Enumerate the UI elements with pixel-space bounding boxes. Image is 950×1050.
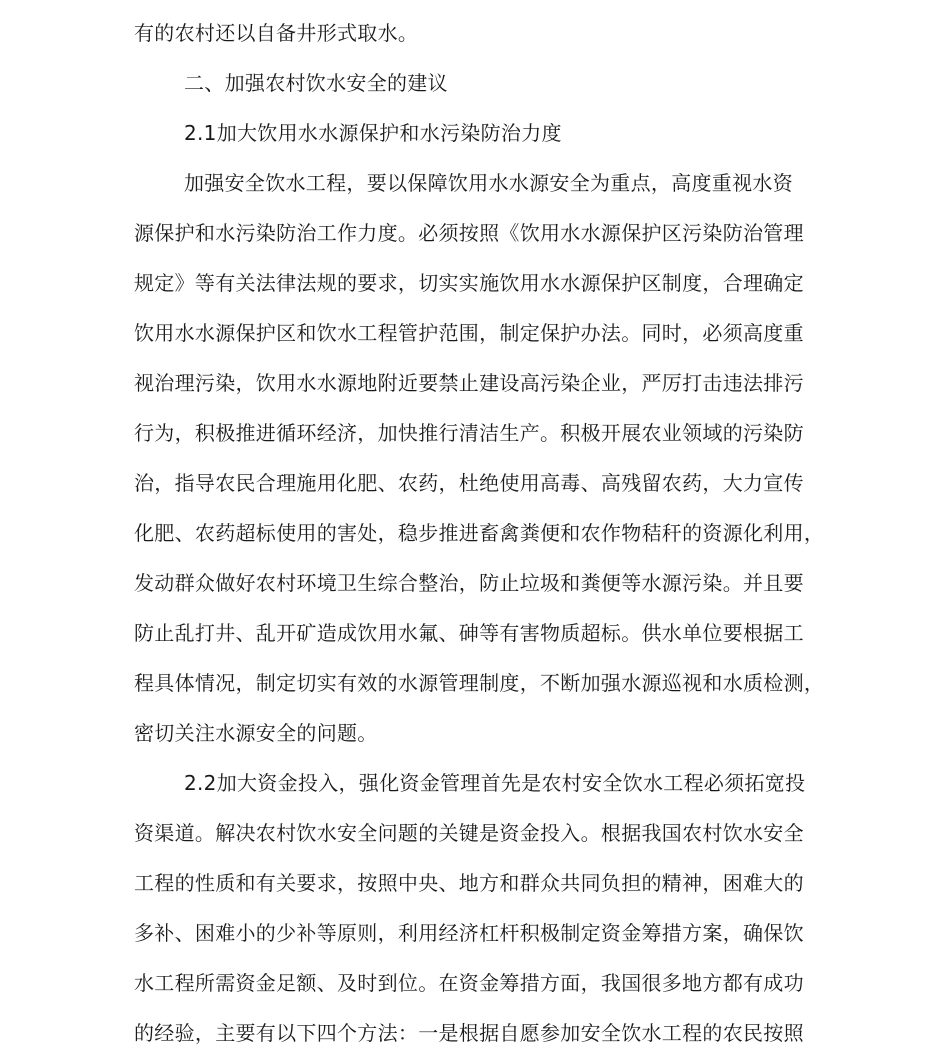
body-text-line: 视治理污染，饮用水水源地附近要禁止建设高污染企业，严厉打击违法排污: [134, 371, 804, 395]
body-text-line: 治，指导农民合理施用化肥、农药，杜绝使用高毒、高残留农药，大力宣传: [134, 471, 804, 495]
body-text-line: 多补、困难小的少补等原则，利用经济杠杆积极制定资金筹措方案，确保饮: [134, 921, 804, 945]
subsection-heading: 2.1加大饮用水水源保护和水污染防治力度: [184, 121, 562, 145]
body-text-line: 水工程所需资金足额、及时到位。在资金筹措方面，我国很多地方都有成功: [134, 971, 804, 995]
body-text-line: 饮用水水源保护区和饮水工程管护范围，制定保护办法。同时，必须高度重: [134, 321, 804, 345]
body-text-line: 资渠道。解决农村饮水安全问题的关键是资金投入。根据我国农村饮水安全: [134, 821, 804, 845]
body-text-line: 密切关注水源安全的问题。: [134, 721, 378, 745]
body-text-line: 的经验，主要有以下四个方法：一是根据自愿参加安全饮水工程的农民按照: [134, 1021, 804, 1045]
body-text-line: 工程的性质和有关要求，按照中央、地方和群众共同负担的精神，困难大的: [134, 871, 804, 895]
body-text-line: 源保护和水污染防治工作力度。必须按照《饮用水水源保护区污染防治管理: [134, 221, 804, 245]
subsection-paragraph-first-line: 2.2加大资金投入，强化资金管理首先是农村安全饮水工程必须拓宽投: [184, 771, 806, 795]
paragraph-first-line: 加强安全饮水工程，要以保障饮用水水源安全为重点，高度重视水资: [184, 171, 793, 195]
body-text-line: 规定》等有关法律法规的要求，切实实施饮用水水源保护区制度，合理确定: [134, 271, 804, 295]
body-text-line: 行为，积极推进循环经济，加快推行清洁生产。积极开展农业领域的污染防: [134, 421, 804, 445]
body-text-line: 化肥、农药超标使用的害处，稳步推进畜禽粪便和农作物秸秆的资源化利用，: [134, 521, 825, 545]
body-text-line: 防止乱打井、乱开矿造成饮用水氟、砷等有害物质超标。供水单位要根据工: [134, 621, 804, 645]
body-text-line: 程具体情况，制定切实有效的水源管理制度，不断加强水源巡视和水质检测，: [134, 671, 825, 695]
section-heading: 二、加强农村饮水安全的建议: [184, 71, 448, 95]
body-text-line: 发动群众做好农村环境卫生综合整治，防止垃圾和粪便等水源污染。并且要: [134, 571, 804, 595]
body-text-line: 有的农村还以自备井形式取水。: [134, 21, 419, 45]
